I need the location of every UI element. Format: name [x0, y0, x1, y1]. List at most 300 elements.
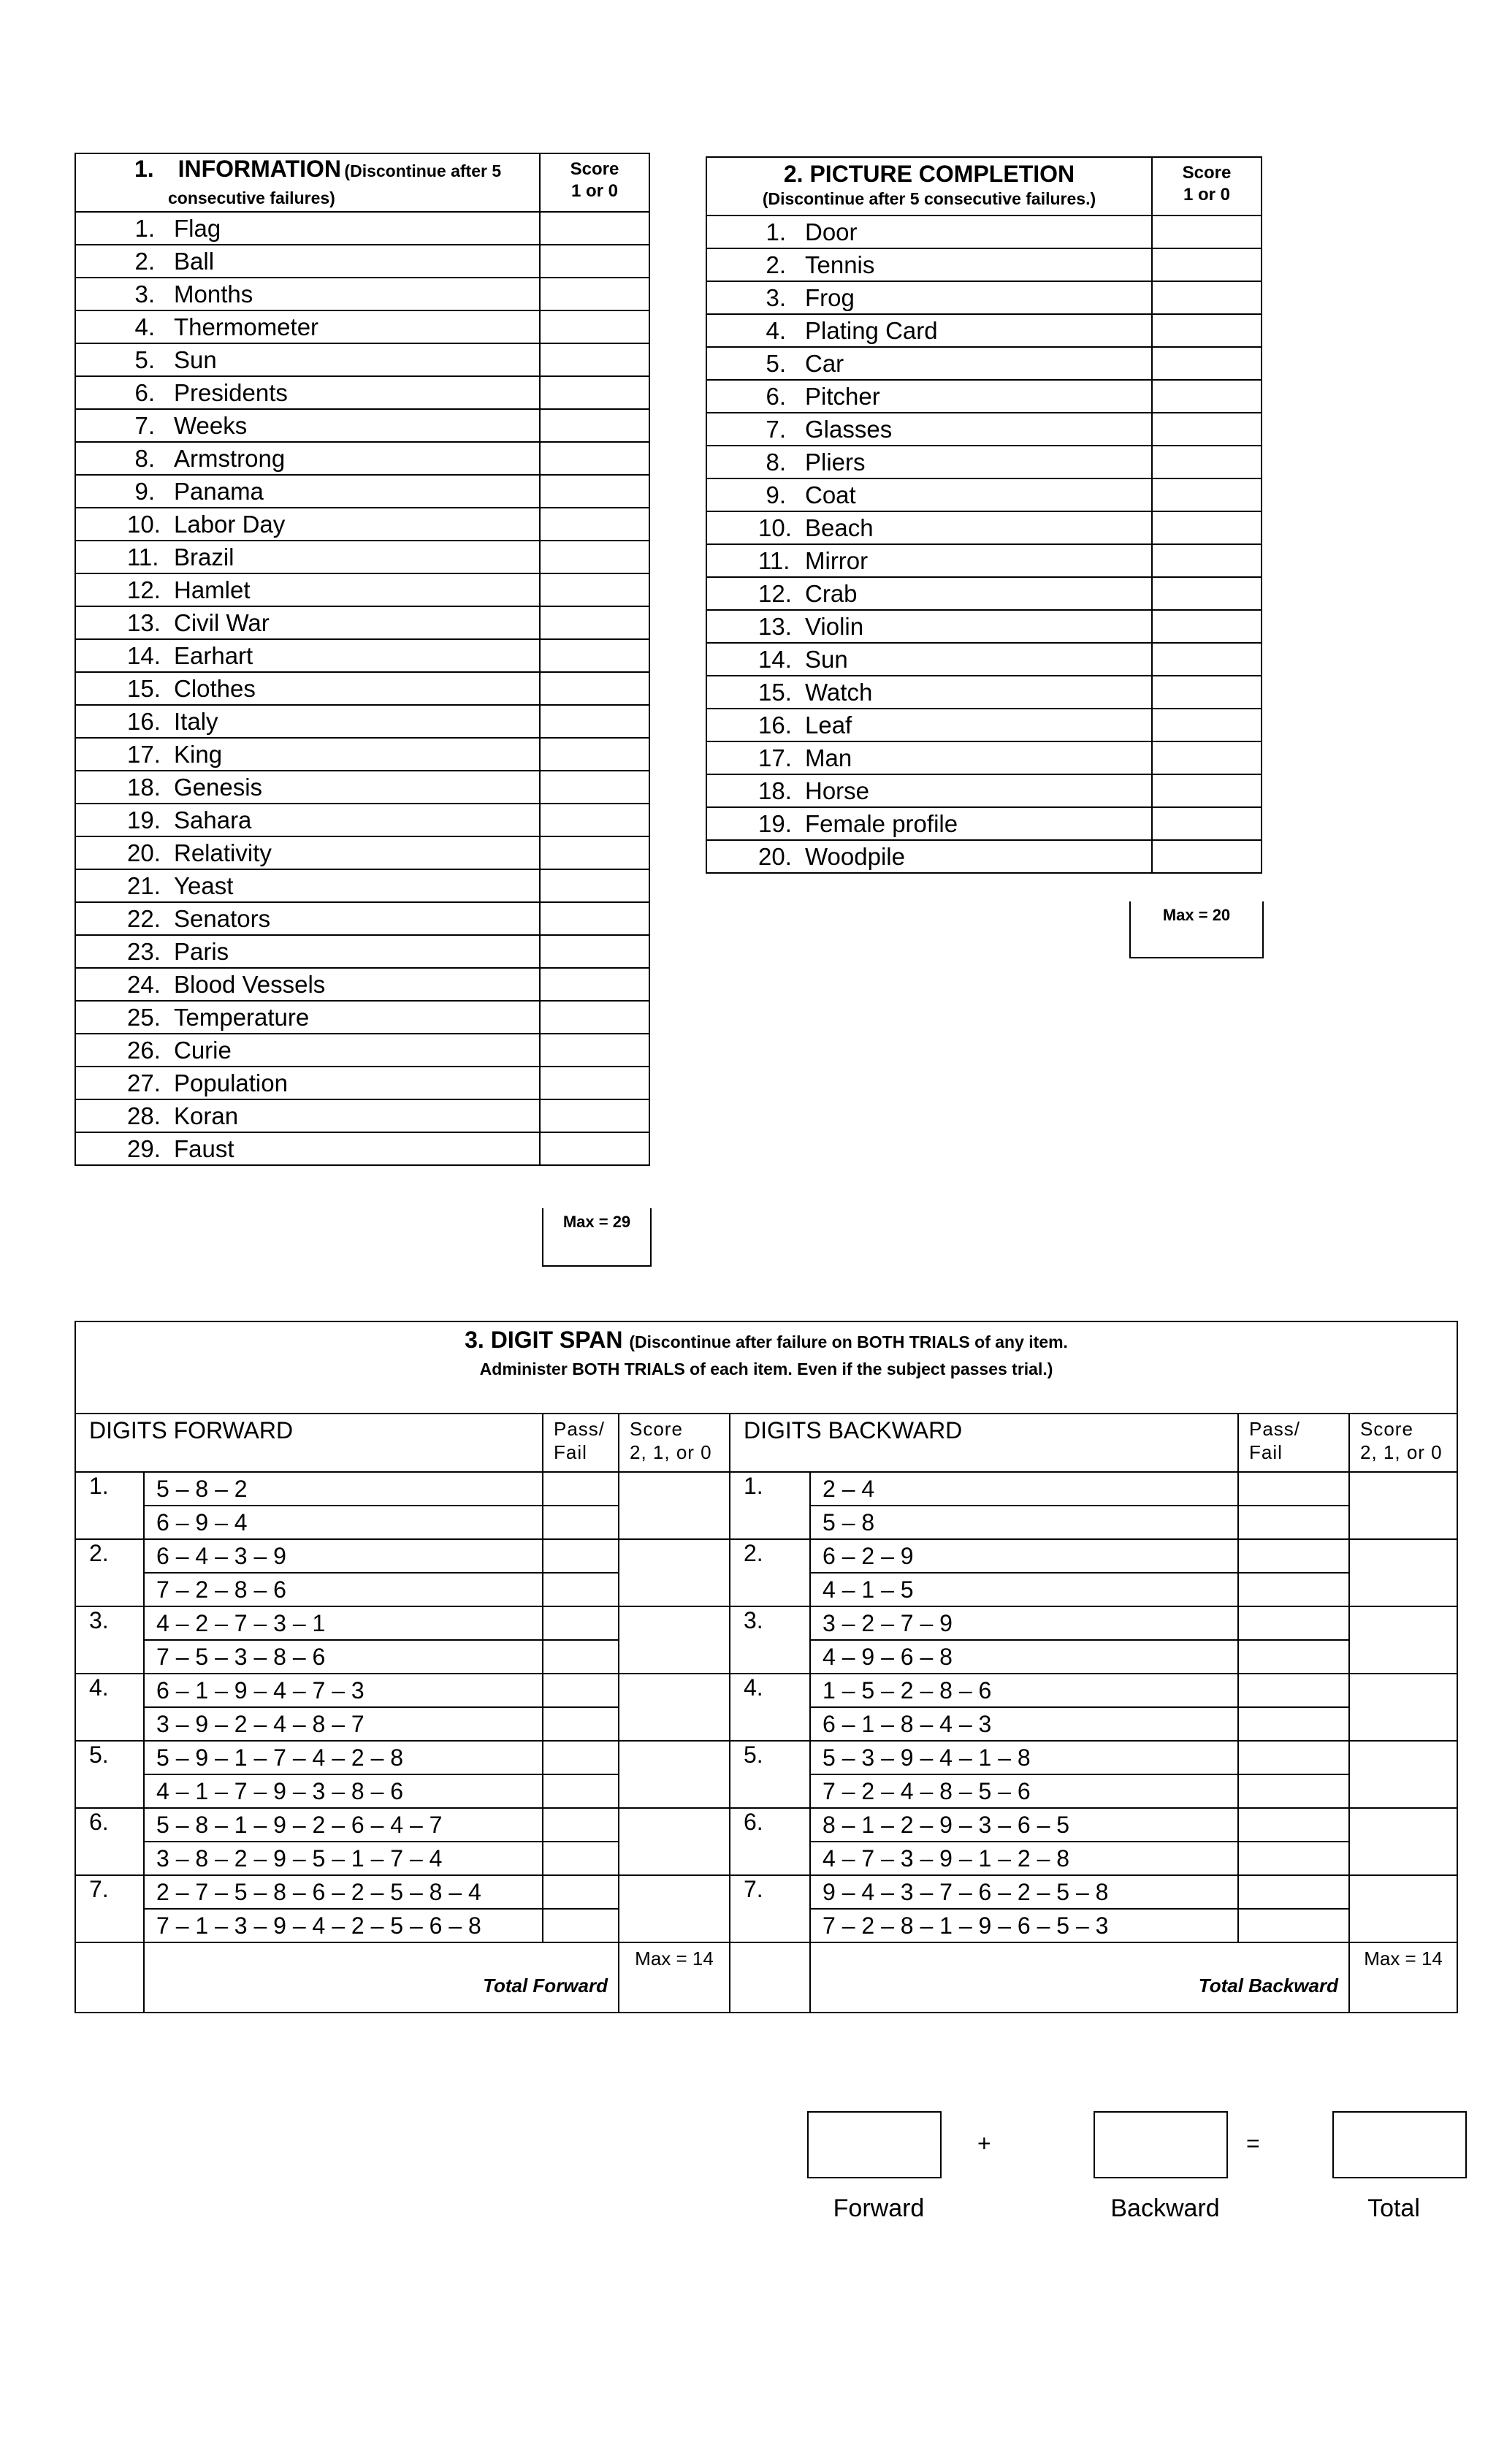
backward-passfail-cell[interactable]	[1238, 1640, 1349, 1674]
backward-sequence: 7 – 2 – 4 – 8 – 5 – 6	[810, 1774, 1238, 1808]
picture-completion-item-row	[706, 741, 1262, 774]
information-item-cell	[75, 1067, 540, 1099]
picture-completion-title: 2. PICTURE COMPLETION	[783, 161, 1075, 187]
backward-score-cell[interactable]	[1349, 1808, 1457, 1875]
forward-passfail-cell[interactable]	[543, 1573, 619, 1606]
information-item-cell	[75, 869, 540, 902]
information-item-row	[75, 442, 649, 475]
picture-completion-item-label: Plating Card	[805, 316, 938, 344]
picture-completion-item-row	[706, 281, 1262, 314]
information-item-number: 7.	[134, 411, 155, 439]
information-score-cell[interactable]	[540, 639, 649, 672]
information-item-cell	[75, 278, 540, 310]
score-header-line2: 1 or 0	[570, 181, 619, 201]
picture-completion-item-label: Mirror	[805, 546, 869, 574]
picture-completion-score-cell[interactable]	[1152, 380, 1262, 413]
information-item-label: Earhart	[174, 641, 253, 669]
information-item-row	[75, 508, 649, 541]
information-score-cell[interactable]	[540, 245, 649, 278]
information-header	[75, 153, 649, 212]
picture-completion-score-cell[interactable]	[1152, 413, 1262, 446]
information-item-number: 9.	[134, 477, 155, 505]
information-item-row	[75, 541, 649, 573]
information-title: INFORMATION	[178, 156, 341, 182]
backward-sequence: 9 – 4 – 3 – 7 – 6 – 2 – 5 – 8	[810, 1875, 1238, 1909]
picture-completion-item-number: 1.	[766, 218, 786, 245]
information-item-label: Italy	[174, 707, 218, 735]
passfail-line1: Pass/	[554, 1418, 606, 1440]
picture-completion-instruction: (Discontinue after 5 consecutive failures.)	[762, 189, 1096, 208]
information-item-label: Thermometer	[174, 313, 319, 340]
forward-passfail-header	[543, 1414, 619, 1472]
information-item-row	[75, 968, 649, 1001]
picture-completion-item-row	[706, 610, 1262, 643]
information-score-cell[interactable]	[540, 442, 649, 475]
picture-completion-item-cell	[706, 709, 1152, 741]
backward-passfail-cell[interactable]	[1238, 1472, 1349, 1506]
total-backward-max[interactable]: Max = 14	[1349, 1942, 1457, 2013]
backward-passfail-cell[interactable]	[1238, 1606, 1349, 1640]
information-item-row	[75, 1067, 649, 1099]
picture-completion-score-cell[interactable]	[1152, 544, 1262, 577]
information-score-cell[interactable]	[540, 1034, 649, 1067]
picture-completion-header	[706, 157, 1262, 215]
passfail-line2: Fail	[1249, 1441, 1283, 1463]
picture-completion-table	[706, 156, 1262, 874]
picture-completion-score-cell[interactable]	[1152, 643, 1262, 676]
backward-item-number: 6.	[730, 1808, 810, 1875]
backward-total-box[interactable]	[1094, 2111, 1228, 2178]
information-item-label: Months	[174, 280, 253, 308]
backward-passfail-header	[1238, 1414, 1349, 1472]
total-spacer-cell	[730, 1942, 810, 2013]
information-item-row	[75, 1001, 649, 1034]
information-item-number: 10.	[127, 510, 161, 538]
information-score-cell[interactable]	[540, 869, 649, 902]
picture-completion-item-number: 16.	[758, 711, 792, 739]
picture-completion-item-row	[706, 380, 1262, 413]
forward-item-number: 3.	[75, 1606, 144, 1674]
information-item-number: 29.	[127, 1134, 161, 1162]
information-score-cell[interactable]	[540, 606, 649, 639]
information-item-row	[75, 245, 649, 278]
information-item-row	[75, 771, 649, 804]
picture-completion-item-number: 13.	[758, 612, 792, 640]
backward-score-cell[interactable]	[1349, 1875, 1457, 1942]
picture-completion-item-cell	[706, 380, 1152, 413]
backward-score-cell[interactable]	[1349, 1606, 1457, 1674]
picture-completion-item-row	[706, 840, 1262, 873]
information-score-cell[interactable]	[540, 1132, 649, 1165]
picture-completion-item-cell	[706, 248, 1152, 281]
information-item-number: 16.	[127, 707, 161, 735]
forward-passfail-cell[interactable]	[543, 1606, 619, 1640]
picture-completion-item-cell	[706, 478, 1152, 511]
picture-completion-score-cell[interactable]	[1152, 215, 1262, 248]
picture-completion-score-cell[interactable]	[1152, 281, 1262, 314]
digit-span-instruction-a: (Discontinue after failure on BOTH TRIALS of any item.	[629, 1332, 1068, 1351]
information-score-cell[interactable]	[540, 705, 649, 738]
backward-passfail-cell[interactable]	[1238, 1741, 1349, 1774]
information-item-number: 21.	[127, 871, 161, 899]
backward-score-header	[1349, 1414, 1457, 1472]
picture-completion-item-label: Violin	[805, 612, 864, 640]
information-item-row	[75, 278, 649, 310]
picture-completion-item-cell	[706, 774, 1152, 807]
information-item-cell	[75, 442, 540, 475]
information-item-number: 26.	[127, 1036, 161, 1064]
information-item-number: 20.	[127, 839, 161, 866]
score-line2: 2, 1, or 0	[630, 1441, 712, 1463]
information-item-cell	[75, 672, 540, 705]
backward-passfail-cell[interactable]	[1238, 1842, 1349, 1875]
information-item-row	[75, 1034, 649, 1067]
information-item-cell	[75, 804, 540, 836]
picture-completion-item-number: 7.	[766, 415, 786, 443]
information-score-cell[interactable]	[540, 278, 649, 310]
picture-completion-item-cell	[706, 215, 1152, 248]
forward-score-cell[interactable]	[619, 1539, 730, 1606]
information-item-label: Weeks	[174, 411, 248, 439]
backward-passfail-cell[interactable]	[1238, 1573, 1349, 1606]
picture-completion-score-cell[interactable]	[1152, 314, 1262, 347]
picture-completion-item-cell	[706, 413, 1152, 446]
information-score-cell[interactable]	[540, 1067, 649, 1099]
information-item-label: Koran	[174, 1102, 239, 1129]
information-item-label: Civil War	[174, 609, 270, 636]
forward-sequence: 2 – 7 – 5 – 8 – 6 – 2 – 5 – 8 – 4	[144, 1875, 543, 1909]
backward-score-cell[interactable]	[1349, 1539, 1457, 1606]
picture-completion-item-cell	[706, 577, 1152, 610]
picture-completion-item-cell	[706, 676, 1152, 709]
forward-passfail-cell[interactable]	[543, 1808, 619, 1842]
picture-completion-score-cell[interactable]	[1152, 478, 1262, 511]
information-item-cell	[75, 606, 540, 639]
information-score-cell[interactable]	[540, 738, 649, 771]
information-item-cell	[75, 771, 540, 804]
information-item-cell	[75, 1099, 540, 1132]
digits-backward-header: DIGITS BACKWARD	[730, 1414, 1238, 1472]
information-item-number: 14.	[127, 641, 161, 669]
picture-completion-item-cell	[706, 544, 1152, 577]
forward-sequence: 6 – 9 – 4	[144, 1506, 543, 1539]
information-item-number: 28.	[127, 1102, 161, 1129]
picture-completion-item-label: Man	[805, 744, 852, 771]
information-item-row	[75, 639, 649, 672]
picture-completion-score-cell[interactable]	[1152, 347, 1262, 380]
information-score-cell[interactable]	[540, 310, 649, 343]
information-item-number: 8.	[134, 444, 155, 472]
picture-completion-item-number: 8.	[766, 448, 786, 476]
picture-completion-item-row	[706, 807, 1262, 840]
forward-passfail-cell[interactable]	[543, 1539, 619, 1573]
picture-completion-item-row	[706, 709, 1262, 741]
forward-passfail-cell[interactable]	[543, 1674, 619, 1707]
passfail-line1: Pass/	[1249, 1418, 1301, 1440]
plus-sign: +	[977, 2130, 991, 2156]
information-item-row	[75, 1132, 649, 1165]
information-item-row	[75, 804, 649, 836]
information-item-row	[75, 1099, 649, 1132]
picture-completion-item-cell	[706, 643, 1152, 676]
information-item-number: 25.	[127, 1003, 161, 1031]
forward-score-cell[interactable]	[619, 1741, 730, 1808]
picture-completion-score-header	[1152, 157, 1262, 215]
backward-item-number: 3.	[730, 1606, 810, 1674]
forward-score-cell[interactable]	[619, 1674, 730, 1741]
picture-completion-item-label: Crab	[805, 579, 858, 607]
information-score-cell[interactable]	[540, 1001, 649, 1034]
forward-item-number: 2.	[75, 1539, 144, 1606]
picture-completion-item-row	[706, 544, 1262, 577]
forward-item-number: 4.	[75, 1674, 144, 1741]
information-item-number: 1.	[134, 214, 155, 242]
picture-completion-score-cell[interactable]	[1152, 676, 1262, 709]
information-score-cell[interactable]	[540, 343, 649, 376]
digit-span-trial-row	[75, 1808, 1457, 1842]
digit-span-trial-row	[75, 1741, 1457, 1774]
picture-completion-item-cell	[706, 446, 1152, 478]
information-item-number: 11.	[127, 543, 159, 571]
information-item-row	[75, 738, 649, 771]
backward-passfail-cell[interactable]	[1238, 1808, 1349, 1842]
picture-completion-item-number: 15.	[758, 678, 792, 706]
backward-sequence: 5 – 3 – 9 – 4 – 1 – 8	[810, 1741, 1238, 1774]
information-item-label: Population	[174, 1069, 288, 1096]
picture-completion-item-row	[706, 577, 1262, 610]
picture-completion-item-row	[706, 478, 1262, 511]
picture-completion-score-cell[interactable]	[1152, 774, 1262, 807]
information-score-cell[interactable]	[540, 376, 649, 409]
information-item-number: 24.	[127, 970, 161, 998]
information-item-row	[75, 343, 649, 376]
information-item-label: Brazil	[174, 543, 234, 571]
information-item-cell	[75, 902, 540, 935]
total-label: Total	[1367, 2194, 1420, 2222]
information-score-cell[interactable]	[540, 968, 649, 1001]
picture-completion-item-number: 2.	[766, 251, 786, 278]
information-item-row	[75, 573, 649, 606]
information-score-cell[interactable]	[540, 935, 649, 968]
picture-completion-item-row	[706, 511, 1262, 544]
forward-passfail-cell[interactable]	[543, 1774, 619, 1808]
information-item-label: Blood Vessels	[174, 970, 326, 998]
picture-completion-item-number: 9.	[766, 481, 786, 508]
information-item-cell	[75, 1034, 540, 1067]
backward-passfail-cell[interactable]	[1238, 1539, 1349, 1573]
forward-sequence: 7 – 5 – 3 – 8 – 6	[144, 1640, 543, 1674]
information-item-label: Labor Day	[174, 510, 286, 538]
backward-passfail-cell[interactable]	[1238, 1774, 1349, 1808]
information-score-cell[interactable]	[540, 409, 649, 442]
information-score-cell[interactable]	[540, 804, 649, 836]
information-item-row	[75, 836, 649, 869]
information-item-cell	[75, 639, 540, 672]
backward-item-number: 4.	[730, 1674, 810, 1741]
picture-completion-item-cell	[706, 610, 1152, 643]
grand-total-box[interactable]	[1332, 2111, 1467, 2178]
information-item-row	[75, 310, 649, 343]
backward-score-cell[interactable]	[1349, 1741, 1457, 1808]
information-item-label: Clothes	[174, 674, 256, 702]
information-item-row	[75, 869, 649, 902]
picture-completion-title-cell	[706, 157, 1152, 215]
backward-item-number: 1.	[730, 1472, 810, 1539]
picture-completion-item-number: 14.	[758, 645, 792, 673]
total-forward-max[interactable]: Max = 14	[619, 1942, 730, 2013]
picture-completion-score-cell[interactable]	[1152, 248, 1262, 281]
picture-completion-item-number: 17.	[758, 744, 792, 771]
score-line1: Score	[1360, 1418, 1413, 1440]
forward-passfail-cell[interactable]	[543, 1741, 619, 1774]
forward-passfail-cell[interactable]	[543, 1909, 619, 1942]
digit-span-instruction-b: Administer BOTH TRIALS of each item. Even if the subject passes trial.)	[479, 1359, 1053, 1378]
information-item-label: King	[174, 740, 223, 768]
information-number: 1.	[134, 156, 154, 182]
information-item-label: Curie	[174, 1036, 232, 1064]
forward-sequence: 5 – 8 – 2	[144, 1472, 543, 1506]
digits-forward-header: DIGITS FORWARD	[75, 1414, 543, 1472]
digit-span-table	[75, 1321, 1458, 2013]
information-item-row	[75, 409, 649, 442]
information-max: Max = 29	[542, 1208, 652, 1267]
backward-passfail-cell[interactable]	[1238, 1875, 1349, 1909]
backward-sequence: 6 – 2 – 9	[810, 1539, 1238, 1573]
information-score-cell[interactable]	[540, 573, 649, 606]
forward-item-number: 6.	[75, 1808, 144, 1875]
picture-completion-item-label: Beach	[805, 514, 874, 541]
total-backward-label: Total Backward	[810, 1942, 1349, 2013]
information-item-row	[75, 376, 649, 409]
picture-completion-item-number: 12.	[758, 579, 792, 607]
forward-sequence: 6 – 4 – 3 – 9	[144, 1539, 543, 1573]
forward-passfail-cell[interactable]	[543, 1707, 619, 1741]
picture-completion-item-number: 19.	[758, 809, 792, 837]
picture-completion-item-number: 10.	[758, 514, 792, 541]
information-item-number: 12.	[127, 576, 161, 603]
picture-completion-item-label: Door	[805, 218, 858, 245]
information-item-label: Presidents	[174, 378, 288, 406]
total-forward-label: Total Forward	[144, 1942, 619, 2013]
picture-completion-score-cell[interactable]	[1152, 741, 1262, 774]
picture-completion-item-label: Pliers	[805, 448, 866, 476]
information-item-number: 19.	[127, 806, 161, 834]
backward-sequence: 3 – 2 – 7 – 9	[810, 1606, 1238, 1640]
information-item-label: Paris	[174, 937, 229, 965]
picture-completion-score-cell[interactable]	[1152, 709, 1262, 741]
digit-span-trial-row	[75, 1606, 1457, 1640]
forward-sequence: 7 – 2 – 8 – 6	[144, 1573, 543, 1606]
information-score-cell[interactable]	[540, 902, 649, 935]
backward-score-cell[interactable]	[1349, 1674, 1457, 1741]
backward-sequence: 8 – 1 – 2 – 9 – 3 – 6 – 5	[810, 1808, 1238, 1842]
information-table	[75, 153, 650, 1166]
information-score-cell[interactable]	[540, 672, 649, 705]
forward-score-cell[interactable]	[619, 1808, 730, 1875]
forward-passfail-cell[interactable]	[543, 1472, 619, 1506]
forward-sequence: 6 – 1 – 9 – 4 – 7 – 3	[144, 1674, 543, 1707]
information-item-label: Faust	[174, 1134, 234, 1162]
information-item-cell	[75, 508, 540, 541]
information-score-cell[interactable]	[540, 836, 649, 869]
forward-score-cell[interactable]	[619, 1875, 730, 1942]
picture-completion-max: Max = 20	[1129, 901, 1264, 958]
picture-completion-score-cell[interactable]	[1152, 577, 1262, 610]
picture-completion-item-label: Tennis	[805, 251, 875, 278]
information-item-number: 5.	[134, 346, 155, 373]
information-score-cell[interactable]	[540, 771, 649, 804]
forward-item-number: 5.	[75, 1741, 144, 1808]
picture-completion-item-row	[706, 215, 1262, 248]
information-score-cell[interactable]	[540, 1099, 649, 1132]
information-item-number: 17.	[127, 740, 161, 768]
information-score-cell[interactable]	[540, 475, 649, 508]
information-item-cell	[75, 376, 540, 409]
picture-completion-item-row	[706, 676, 1262, 709]
backward-score-cell[interactable]	[1349, 1472, 1457, 1539]
picture-completion-item-label: Female profile	[805, 809, 958, 837]
digit-span-title-row	[75, 1321, 1457, 1414]
information-score-cell[interactable]	[540, 212, 649, 245]
forward-passfail-cell[interactable]	[543, 1842, 619, 1875]
forward-total-box[interactable]	[807, 2111, 942, 2178]
information-item-cell	[75, 1132, 540, 1165]
information-item-cell	[75, 310, 540, 343]
information-item-number: 13.	[127, 609, 161, 636]
information-item-label: Sahara	[174, 806, 252, 834]
information-item-label: Sun	[174, 346, 217, 373]
forward-score-cell[interactable]	[619, 1472, 730, 1539]
backward-passfail-cell[interactable]	[1238, 1674, 1349, 1707]
digit-span-trial-row	[75, 1674, 1457, 1707]
information-item-number: 4.	[134, 313, 155, 340]
information-score-cell[interactable]	[540, 541, 649, 573]
backward-passfail-cell[interactable]	[1238, 1909, 1349, 1942]
backward-sequence: 5 – 8	[810, 1506, 1238, 1539]
picture-completion-item-cell	[706, 511, 1152, 544]
digit-span-column-headers	[75, 1414, 1457, 1472]
forward-passfail-cell[interactable]	[543, 1506, 619, 1539]
forward-passfail-cell[interactable]	[543, 1640, 619, 1674]
information-item-number: 2.	[134, 247, 155, 275]
digit-span-trial-row	[75, 1875, 1457, 1909]
information-item-row	[75, 606, 649, 639]
picture-completion-score-cell[interactable]	[1152, 807, 1262, 840]
information-item-cell	[75, 738, 540, 771]
information-item-number: 23.	[127, 937, 161, 965]
forward-score-cell[interactable]	[619, 1606, 730, 1674]
score-line1: Score	[630, 1418, 683, 1440]
backward-sequence: 7 – 2 – 8 – 1 – 9 – 6 – 5 – 3	[810, 1909, 1238, 1942]
information-item-row	[75, 935, 649, 968]
information-item-cell	[75, 245, 540, 278]
forward-sequence: 7 – 1 – 3 – 9 – 4 – 2 – 5 – 6 – 8	[144, 1909, 543, 1942]
backward-sequence: 6 – 1 – 8 – 4 – 3	[810, 1707, 1238, 1741]
backward-passfail-cell[interactable]	[1238, 1707, 1349, 1741]
picture-completion-score-cell[interactable]	[1152, 511, 1262, 544]
passfail-line2: Fail	[554, 1441, 587, 1463]
forward-passfail-cell[interactable]	[543, 1875, 619, 1909]
information-item-cell	[75, 705, 540, 738]
picture-completion-score-cell[interactable]	[1152, 446, 1262, 478]
picture-completion-score-cell[interactable]	[1152, 610, 1262, 643]
backward-passfail-cell[interactable]	[1238, 1506, 1349, 1539]
picture-completion-item-row	[706, 643, 1262, 676]
information-score-cell[interactable]	[540, 508, 649, 541]
information-item-number: 3.	[134, 280, 155, 308]
picture-completion-score-cell[interactable]	[1152, 840, 1262, 873]
information-item-label: Flag	[174, 214, 221, 242]
